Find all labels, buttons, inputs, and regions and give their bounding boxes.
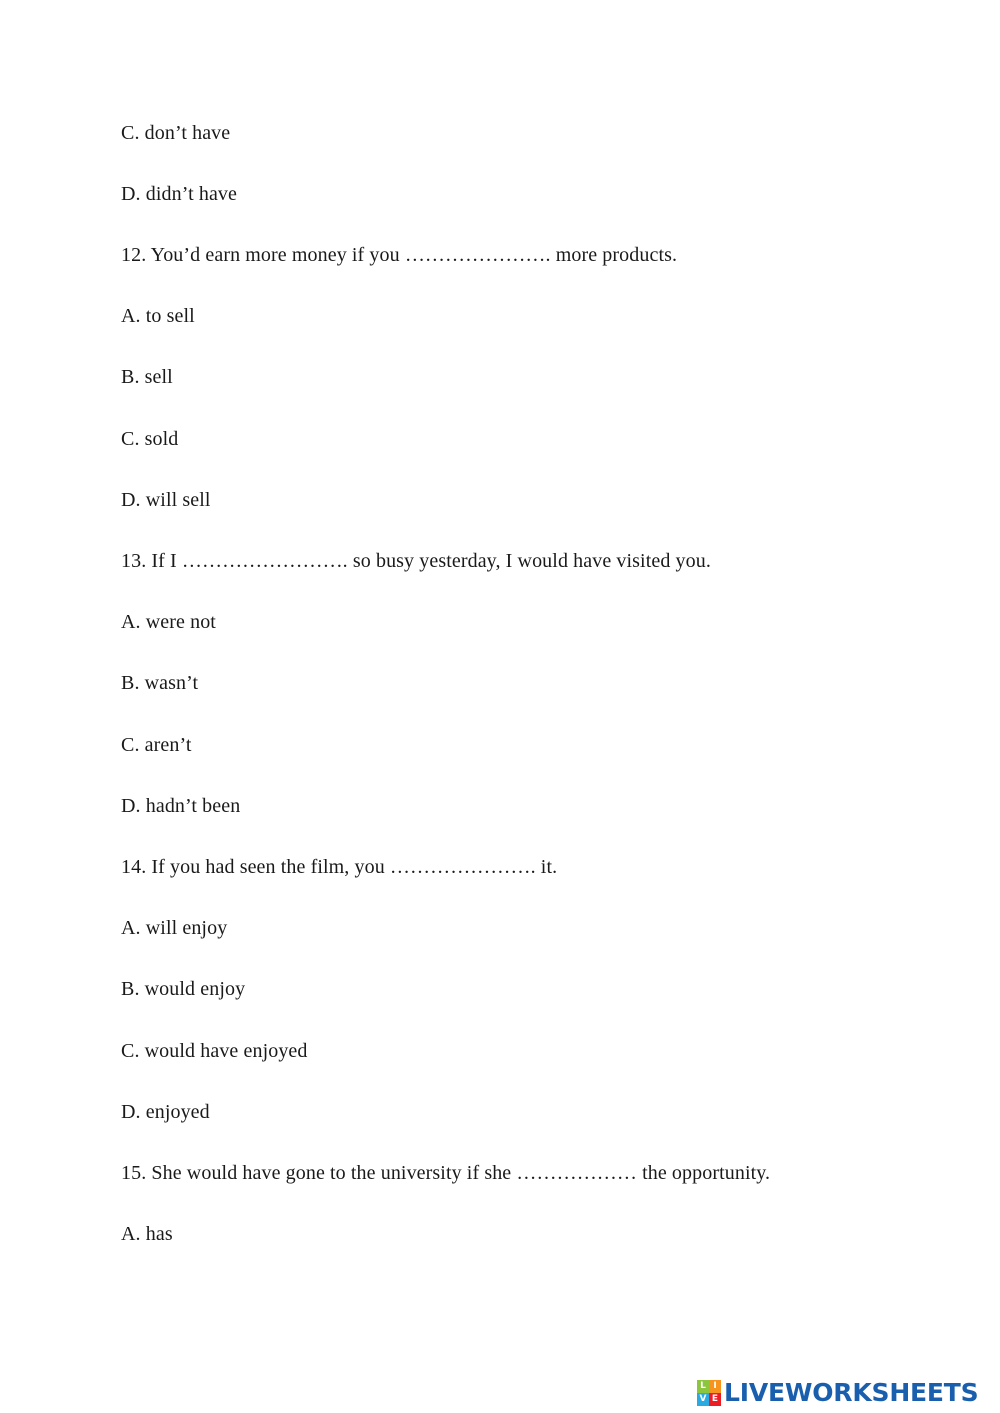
question-13: 13. If I ……………………. so busy yesterday, I would have visited you.: [121, 550, 711, 572]
option-14d: D. enjoyed: [121, 1101, 210, 1123]
question-12: 12. You’d earn more money if you …………………. more products.: [121, 244, 678, 266]
option-11c: C. don’t have: [121, 122, 231, 144]
option-14b: B. would enjoy: [121, 978, 246, 1000]
option-13d: D. hadn’t been: [121, 795, 241, 817]
option-12a: A. to sell: [121, 305, 195, 327]
option-14c: C. would have enjoyed: [121, 1040, 308, 1062]
logo-mark-cell: I: [709, 1380, 721, 1393]
question-14: 14. If you had seen the film, you …………………. it.: [121, 856, 558, 878]
option-13b: B. wasn’t: [121, 672, 199, 694]
option-13c: C. aren’t: [121, 734, 192, 756]
logo-mark-icon: [697, 1380, 721, 1406]
option-15a: A. has: [121, 1223, 173, 1245]
question-15: 15. She would have gone to the university if she ……………… the opportunity.: [121, 1162, 771, 1184]
logo-text: LIVEWORKSHEETS: [724, 1378, 979, 1407]
liveworksheets-logo: [697, 1378, 978, 1408]
option-14a: A. will enjoy: [121, 917, 228, 939]
logo-mark-cell: E: [709, 1393, 721, 1406]
option-12d: D. will sell: [121, 489, 211, 511]
logo-mark-cell: L: [697, 1380, 709, 1393]
option-12b: B. sell: [121, 366, 173, 388]
option-11d: D. didn’t have: [121, 183, 238, 205]
option-12c: C. sold: [121, 428, 179, 450]
option-13a: A. were not: [121, 611, 216, 633]
logo-mark-cell: V: [697, 1393, 709, 1406]
